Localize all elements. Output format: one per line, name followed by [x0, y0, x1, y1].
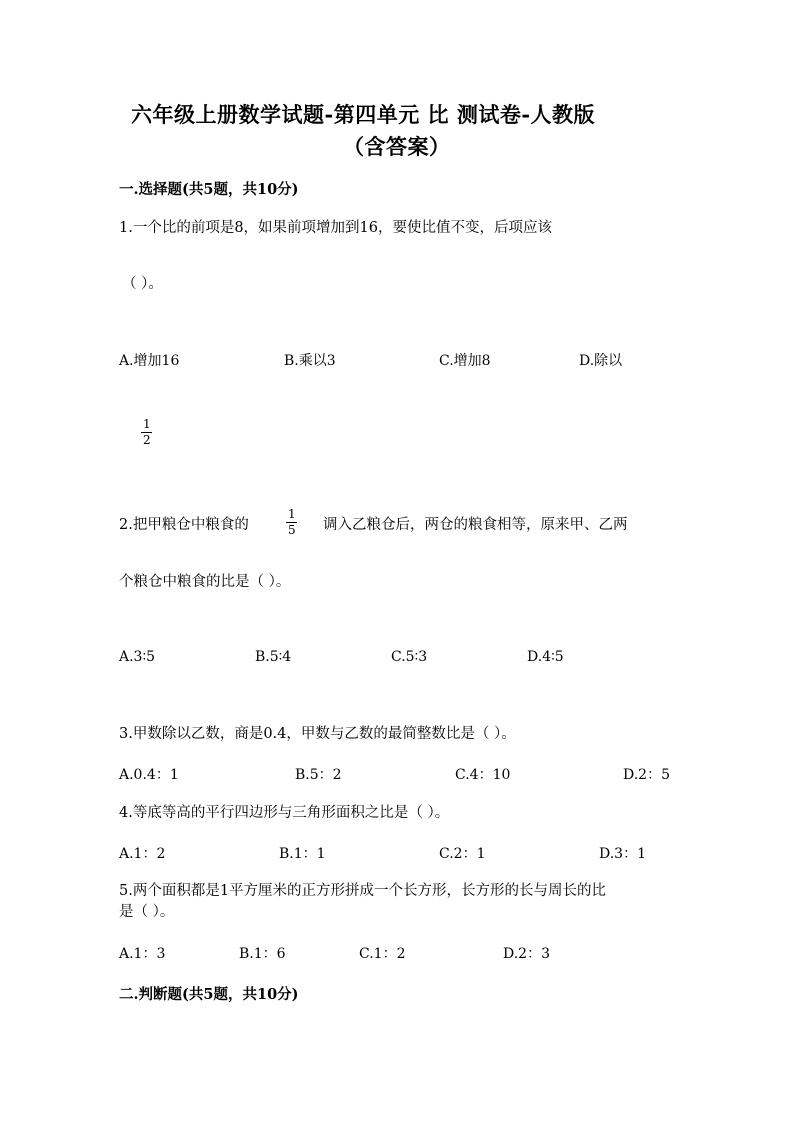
option-d[interactable]: D.3：1	[599, 846, 646, 862]
question-1-text: 1.一个比的前项是8，如果前项增加到16，要使比值不变，后项应该	[119, 220, 553, 236]
option-a[interactable]: A.3∶5	[119, 649, 156, 665]
option-b[interactable]: B.乘以3	[284, 353, 336, 369]
question-5-text: 5.两个面积都是1平方厘米的正方形拼成一个长方形，长方形的长与周长的比	[119, 883, 607, 899]
option-b[interactable]: B.1：6	[239, 946, 286, 962]
fraction-numerator: 1	[288, 507, 296, 521]
section-heading-judgement: 二.判断题(共5题，共10分)	[119, 986, 299, 1003]
option-a[interactable]: A.增加16	[119, 353, 180, 369]
question-1-blank: （ ）。	[122, 276, 163, 292]
option-c[interactable]: C.4：10	[455, 767, 511, 783]
option-c[interactable]: C.2：1	[439, 846, 486, 862]
option-d-fraction	[141, 418, 153, 447]
option-d[interactable]: D.除以	[579, 353, 623, 369]
option-d[interactable]: D.4∶5	[527, 649, 564, 665]
option-a[interactable]: A.1：2	[119, 846, 166, 862]
fraction-denominator: 5	[288, 523, 296, 537]
question-4-text: 4.等底等高的平行四边形与三角形面积之比是（ ）。	[119, 805, 450, 821]
question-2-text-after: 调入乙粮仓后，两仓的粮食相等，原来甲、乙两	[323, 517, 628, 533]
question-2-text-before: 2.把甲粮仓中粮食的	[119, 517, 249, 533]
question-2-fraction	[286, 508, 298, 537]
fraction-denominator: 2	[143, 433, 151, 447]
option-c[interactable]: C.增加8	[439, 353, 491, 369]
option-a[interactable]: A.1：3	[119, 946, 166, 962]
option-b[interactable]: B.5：2	[295, 767, 342, 783]
question-5-text-line2: 是（ ）。	[119, 904, 175, 920]
option-d[interactable]: D.2：3	[503, 946, 550, 962]
option-d[interactable]: D.2：5	[623, 767, 670, 783]
question-2-text-line2: 个粮仓中粮食的比是（ ）。	[119, 574, 291, 590]
section-heading-choice: 一.选择题(共5题，共10分)	[119, 181, 299, 198]
option-b[interactable]: B.1：1	[279, 846, 326, 862]
page-subtitle: （含答案）	[343, 134, 451, 159]
page-title: 六年级上册数学试题-第四单元 比 测试卷-人教版	[131, 102, 596, 127]
fraction-numerator: 1	[143, 417, 151, 431]
option-c[interactable]: C.1：2	[359, 946, 406, 962]
option-b[interactable]: B.5∶4	[255, 649, 292, 665]
option-a[interactable]: A.0.4：1	[119, 767, 179, 783]
question-3-text: 3.甲数除以乙数，商是0.4，甲数与乙数的最简整数比是（ ）。	[119, 726, 516, 742]
option-c[interactable]: C.5∶3	[391, 649, 428, 665]
